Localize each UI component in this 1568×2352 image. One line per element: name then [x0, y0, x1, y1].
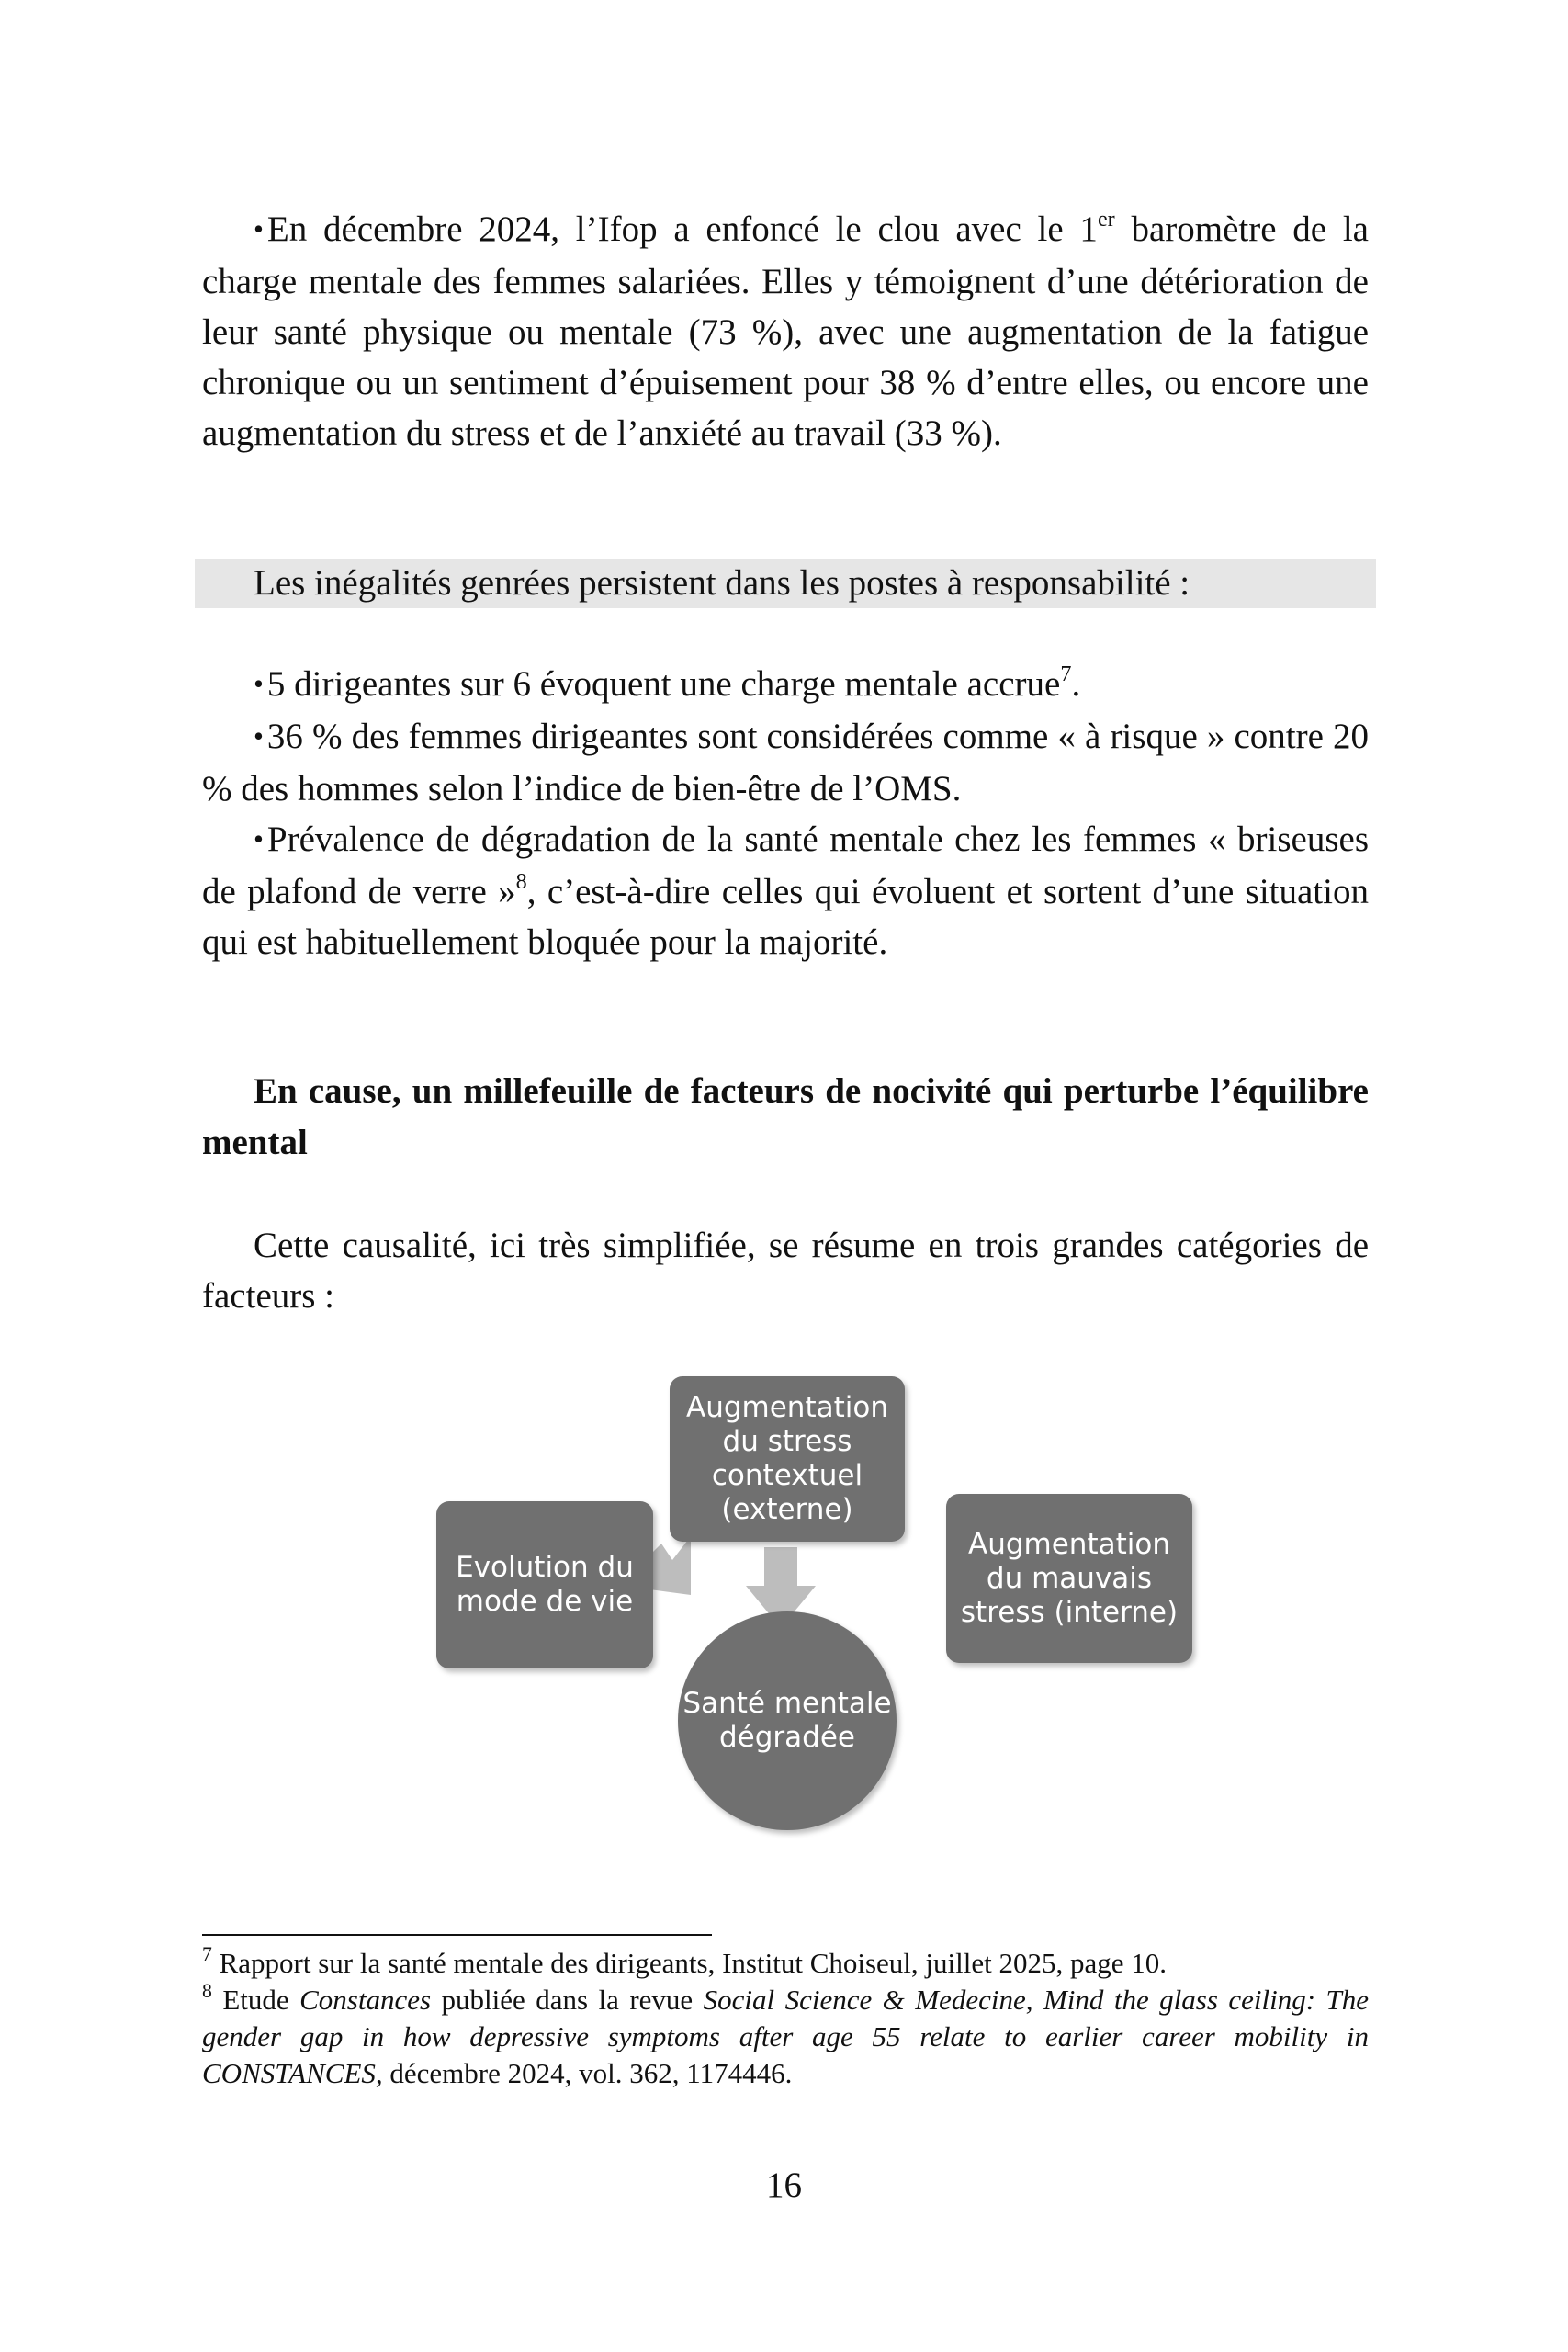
box-lifestyle: Evolution du mode de vie — [436, 1501, 653, 1668]
superscript: er — [1097, 206, 1115, 232]
bullet-list — [202, 659, 1369, 967]
footnote-separator — [202, 1934, 712, 1936]
list-item: • Prévalence de dégradation de la santé mentale chez les femmes « briseuses de plafond de verre »$^8$, c’est-à-dire celles qui évoluent et sortent d’une situation qui est habituellement bloquée pour la majorité. — [202, 820, 1369, 962]
bullet-icon: • — [254, 720, 264, 753]
circle-mental-health: Santé mentale dégradée — [678, 1611, 897, 1830]
footnote-7: $^7$ Rapport sur la santé mentale des dirigeants, Institut Choiseul, juillet 2025, page 10. — [202, 1942, 1168, 1979]
bullet-icon: • — [254, 668, 264, 701]
list-item: • 5 dirigeantes sur 6 évoquent une charge mentale accrue$^7$. — [254, 661, 1081, 704]
footnote-8: $^8$ Etude Constances publiée dans la revue Social Science & Medecine, Mind the glass ceiling: The gender gap in how depressive symptoms after age 55 relate to earlier career mobility in CONSTANCES, décembre 2024, vol. 362, 1174446. — [202, 1979, 1370, 2089]
page-number: 16 — [766, 2165, 802, 2205]
intro-paragraph: Cette causalité, ici très simplifiée, se résume en trois grandes catégories de facteurs : — [202, 1226, 1369, 1316]
box-external-stress: Augmentation du stress contextuel (externe) — [670, 1376, 905, 1542]
box-internal-stress: Augmentation du mauvais stress (interne) — [946, 1494, 1192, 1663]
section-heading: En cause, un millefeuille de facteurs de nocivité qui perturbe l’équilibre mental — [202, 1071, 1369, 1162]
causes-diagram — [423, 1369, 1213, 1883]
bullet-icon: • — [254, 213, 264, 246]
footnote-ref[interactable]: 7 — [1060, 661, 1072, 686]
callout-text: Les inégalités genrées persistent dans les postes à responsabilité : — [254, 563, 1190, 603]
footnote-ref[interactable]: 8 — [515, 868, 527, 894]
paragraph-ifop: • En décembre 2024, l’Ifop a enfoncé le clou avec le 1er baromètre de la charge mentale des femmes salariées. Elles y témoignent d’une détérioration de leur santé physique ou mentale (73 %), avec une augmentation de la fatigue chronique ou un sentiment d’épuisement pour 38 % d’entre elles, ou encore une augmentation du stress et de l’anxiété au travail (33 %). — [202, 206, 1369, 453]
list-item: • 36 % des femmes dirigeantes sont considérées comme « à risque » contre 20 % des hommes selon l’indice de bien-être de l’OMS. — [202, 717, 1369, 808]
bullet-icon: • — [254, 823, 264, 856]
